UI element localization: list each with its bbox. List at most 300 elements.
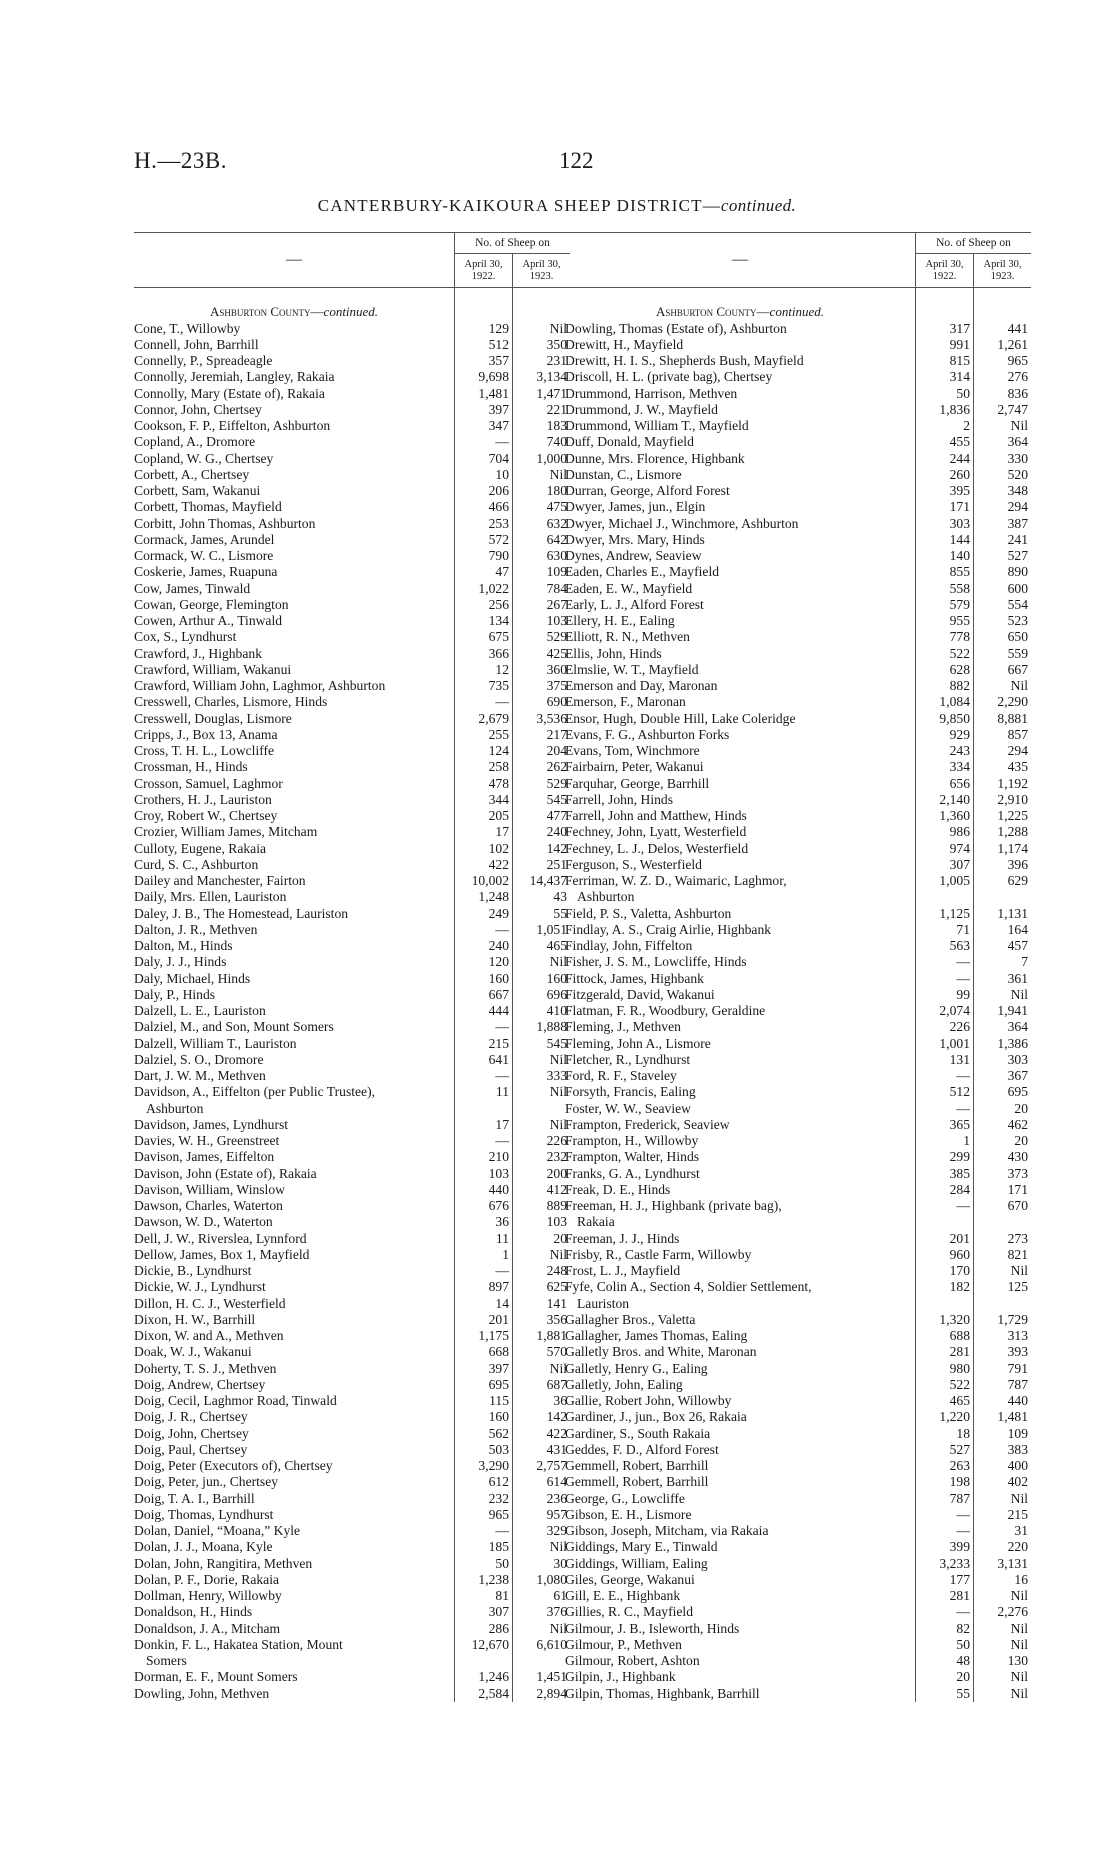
table-row [134,597,570,613]
sheep-1922: 36 [455,1214,513,1230]
sheep-1923: Nil [974,1669,1032,1685]
owner-name: Doig, John, Chertsey [134,1425,249,1441]
table-row [565,1182,1031,1198]
sheep-1922: 676 [455,1198,513,1214]
owner-name: Crozier, William James, Mitcham [134,824,318,840]
sheep-1922: 10 [455,467,513,483]
sheep-1922: 974 [916,841,974,857]
owner-name: Dixon, W. and A., Methven [134,1328,284,1343]
owner-name: Crawford, William, Wakanui [134,661,292,677]
owner-name: Gibson, Joseph, Mitcham, via Rakaia [565,1523,769,1538]
sheep-1923: 836 [974,386,1032,402]
table-row [565,353,1031,369]
table-row [134,938,570,954]
sheep-1922: 171 [916,499,974,515]
table-row [134,1361,570,1377]
table-row [565,1019,1031,1035]
sheep-1923: 204 [513,743,571,759]
owner-name: Curd, S. C., Ashburton [134,856,259,872]
sheep-1922: 440 [455,1182,513,1198]
sheep-1923: 367 [974,1068,1032,1084]
sheep-1922: — [916,971,974,987]
owner-name: Corbitt, John Thomas, Ashburton [134,515,316,531]
table-row [134,694,570,710]
owner-name: Evans, F. G., Ashburton Forks [565,726,730,742]
table-row [134,483,570,499]
sheep-1922: 160 [455,971,513,987]
owner-name: Dolan, P. F., Dorie, Rakaia [134,1571,280,1587]
col-1923-line1: April 30, [983,258,1022,270]
sheep-1922: — [455,922,513,938]
table-row [565,1604,1031,1620]
sheep-1922: 260 [916,467,974,483]
table-row [134,516,570,532]
owner-name: Daly, P., Hinds [134,986,216,1002]
table-row [134,1019,570,1035]
owner-name: Fittock, James, Highbank [565,970,704,986]
owner-name: Frampton, Walter, Hinds [565,1149,700,1165]
page-title [0,196,1114,216]
owner-name: Dart, J. W. M., Methven [134,1068,266,1083]
owner-name: Gilpin, Thomas, Highbank, Barrhill [565,1685,760,1701]
owner-name: Dillon, H. C. J., Westerfield [134,1295,286,1311]
sheep-1922: 422 [455,857,513,873]
sheep-1922 [916,889,974,905]
owner-name: Fechney, L. J., Delos, Westerfield [565,840,749,856]
sheep-1923: 360 [513,662,571,678]
sheep-1922: 2,074 [916,1003,974,1019]
sheep-1922: 50 [916,386,974,402]
sheep-1922: — [455,1523,513,1539]
sheep-1922: 815 [916,353,974,369]
owner-name: Davison, William, Winslow [134,1181,285,1197]
spacer-cell [916,288,974,305]
right-column [565,232,1031,1702]
table-row [134,353,570,369]
sheep-1922: 307 [916,857,974,873]
sheep-1923: 333 [513,1068,571,1084]
owner-name: Evans, Tom, Winchmore [565,743,700,758]
table-row [565,1491,1031,1507]
table-row [134,613,570,629]
sheep-1922: 397 [455,402,513,418]
sheep-1922: 1,001 [916,1036,974,1052]
table-row [565,938,1031,954]
sheep-1922: 399 [916,1539,974,1555]
owner-name: Galletly, Henry G., Ealing [565,1360,708,1376]
owner-name: Findlay, A. S., Craig Airlie, Highbank [565,921,772,937]
spacer-cell [513,288,571,305]
sheep-1923: 1,174 [974,841,1032,857]
sheep-1923: 431 [513,1442,571,1458]
owner-name: Dowling, John, Methven [134,1685,270,1701]
sheep-1923: 180 [513,483,571,499]
owner-name: Daly, J. J., Hinds [134,954,227,970]
owner-name: Dolan, John, Rangitira, Methven [134,1555,313,1571]
sheep-1923: 1,192 [974,776,1032,792]
table-row [134,971,570,987]
sheep-1923: 183 [513,418,571,434]
table-row [565,1084,1031,1100]
table-row [134,402,570,418]
owner-name: Gilmour, Robert, Ashton [565,1653,700,1668]
owner-name: Field, P. S., Valetta, Ashburton [565,905,732,921]
owner-name: Galletly, John, Ealing [565,1376,683,1392]
table-row [134,906,570,922]
sheep-1922: 787 [916,1491,974,1507]
sheep-1923: 350 [513,337,571,353]
table-row [134,499,570,515]
sheep-1923: 1,881 [513,1328,571,1344]
owner-name: Giddings, Mary E., Tinwald [565,1539,718,1555]
sheep-1923: 164 [974,922,1032,938]
sheep-1923: 1,386 [974,1036,1032,1052]
page-number: 122 [559,148,594,173]
owner-name: Farquhar, George, Barrhill [565,775,710,791]
table-row [134,792,570,808]
sheep-1922: 512 [916,1084,974,1100]
table-row [134,1068,570,1084]
sheep-1922: 2,140 [916,792,974,808]
owner-name: Connolly, Mary (Estate of), Rakaia [134,385,325,401]
owner-name: Cone, T., Willowby [134,320,241,336]
sheep-1922: 397 [455,1361,513,1377]
table-row [565,808,1031,824]
sheep-1922: 201 [916,1231,974,1247]
table-row [565,906,1031,922]
table-row [565,1588,1031,1604]
owner-name: Drewitt, H. I. S., Shepherds Bush, Mayfield [565,353,804,368]
table-row [565,1312,1031,1328]
table-row [134,1182,570,1198]
sheep-1923: 1,941 [974,1003,1032,1019]
owner-name: Ashburton [146,1100,204,1116]
sheep-1922: 144 [916,532,974,548]
table-row [565,1214,1031,1230]
sheep-1922: 317 [916,321,974,337]
owner-name: Crosson, Samuel, Laghmor [134,775,283,791]
owner-name: Gallagher, James Thomas, Ealing [565,1328,748,1343]
sheep-table-left [134,232,570,1702]
owner-name: Donaldson, H., Hinds [134,1604,253,1620]
sheep-1922: 522 [916,646,974,662]
spacer-cell [974,288,1032,305]
sheep-1922: 1,481 [455,386,513,402]
sheep-1922: 14 [455,1296,513,1312]
table-row [134,418,570,434]
sheep-1923: 220 [974,1539,1032,1555]
sheep-1923: 3,131 [974,1556,1032,1572]
owner-name: Dalzell, L. E., Lauriston [134,1003,266,1018]
table-row [134,1377,570,1393]
table-row [565,1133,1031,1149]
sheep-1922: 1,360 [916,808,974,824]
table-row [134,548,570,564]
sheep-1923: 2,757 [513,1458,571,1474]
sheep-1923: 529 [513,776,571,792]
table-row [565,1686,1031,1702]
sheep-1922: 444 [455,1003,513,1019]
sheep-1922: 1,220 [916,1409,974,1425]
sheep-1923: 2,747 [974,402,1032,418]
owner-name: Doig, J. R., Chertsey [134,1409,248,1425]
sheep-1922: 955 [916,613,974,629]
sheep-1923: 348 [974,483,1032,499]
sheep-1922: 656 [916,776,974,792]
sheep-1922: 160 [455,1409,513,1425]
sheep-1922: — [916,1101,974,1117]
table-row [565,678,1031,694]
sheep-1922: 48 [916,1653,974,1669]
sheep-1922: — [916,1507,974,1523]
sheep-1922: 503 [455,1442,513,1458]
table-row [134,646,570,662]
sheep-1922: 11 [455,1084,513,1100]
owner-name: Dolan, J. J., Moana, Kyle [134,1539,273,1555]
sheep-1923: 1,261 [974,337,1032,353]
sheep-1923: 1,288 [974,824,1032,840]
sheep-1923: 629 [974,873,1032,889]
table-row [134,1637,570,1653]
owner-name: Rakaia [577,1214,615,1230]
sheep-1922: 129 [455,321,513,337]
sheep-1923: Nil [513,1247,571,1263]
table-row [134,1003,570,1019]
sheep-1923: 267 [513,597,571,613]
sheep-1923: Nil [974,678,1032,694]
sheep-1923: 109 [513,564,571,580]
sheep-1922: 1,175 [455,1328,513,1344]
table-row [565,694,1031,710]
sheep-1923: 236 [513,1491,571,1507]
table-row [565,1621,1031,1637]
owner-name: Davidson, James, Lyndhurst [134,1116,289,1132]
sheep-1922: 991 [916,337,974,353]
spacer-cell [565,288,916,305]
sheep-1923: 529 [513,629,571,645]
sheep-1923: 400 [974,1458,1032,1474]
sheep-1922: 286 [455,1621,513,1637]
table-row [565,1052,1031,1068]
table-row [134,727,570,743]
sheep-1922: 2,679 [455,711,513,727]
owner-name: Eaden, E. W., Mayfield [565,580,693,596]
sheep-1923: 441 [974,321,1032,337]
sheep-1923: 31 [974,1523,1032,1539]
table-row [565,824,1031,840]
table-row [134,1328,570,1344]
owner-name: Dawson, W. D., Waterton [134,1214,273,1230]
owner-name: Gillies, R. C., Mayfield [565,1604,693,1620]
owner-name: Dailey and Manchester, Fairton [134,873,306,888]
sheep-1923: 251 [513,857,571,873]
table-row [134,434,570,450]
owner-name: Fisher, J. S. M., Lowcliffe, Hinds [565,954,747,970]
col-1922-line1: April 30, [464,258,503,270]
sheep-1923: 695 [974,1084,1032,1100]
table-row [565,889,1031,905]
sheep-1923: Nil [513,954,571,970]
sheep-table-right [565,232,1031,1702]
table-row [134,1442,570,1458]
sheep-1922: 897 [455,1279,513,1295]
sheep-1923 [974,1214,1032,1230]
sheep-1923: 857 [974,727,1032,743]
sheep-1922: 512 [455,337,513,353]
sheep-1923: Nil [974,1686,1032,1702]
table-row [134,532,570,548]
owner-name: Durran, George, Alford Forest [565,483,730,498]
table-row [565,759,1031,775]
table-row [134,1101,570,1117]
table-row [134,1198,570,1214]
table-row [134,1312,570,1328]
table-row [134,581,570,597]
sheep-1923: 160 [513,971,571,987]
sheep-1922: 263 [916,1458,974,1474]
owner-name: Ferguson, S., Westerfield [565,856,702,872]
sheep-1922: 18 [916,1426,974,1442]
owner-name: Elliott, R. N., Methven [565,629,690,645]
sheep-1923: Nil [513,467,571,483]
owner-name: Dunstan, C., Lismore [565,466,682,482]
owner-name: Gibson, E. H., Lismore [565,1506,692,1522]
col-1923-header [974,254,1032,288]
table-row [565,532,1031,548]
owner-name: Cresswell, Charles, Lismore, Hinds [134,694,328,710]
section-cell-1923 [513,304,571,320]
sheep-1923: 330 [974,451,1032,467]
sheep-1922: 667 [455,987,513,1003]
owner-name: Gilpin, J., Highbank [565,1669,676,1685]
title-continued: continued. [720,196,797,215]
owner-name: Freeman, J. J., Hinds [565,1230,680,1246]
section-heading [565,304,916,320]
owner-name: Crawford, J., Highbank [134,645,262,661]
sheep-1922: 9,850 [916,711,974,727]
table-row [565,1101,1031,1117]
sheep-1923: 600 [974,581,1032,597]
table-row [565,857,1031,873]
owner-name: Early, L. J., Alford Forest [565,596,704,612]
sheep-1923: 402 [974,1474,1032,1490]
sheep-1923: Nil [513,1052,571,1068]
sheep-1922: 3,233 [916,1556,974,1572]
section-cell-1922 [455,304,513,320]
table-row [565,434,1031,450]
sheep-1922 [916,1214,974,1230]
sheep-1922: 55 [916,1686,974,1702]
spacer-cell [134,288,455,305]
sheep-1922: 1 [455,1247,513,1263]
sheep-1922: 562 [455,1426,513,1442]
sheep-1922: 704 [455,451,513,467]
sheep-1923: 248 [513,1263,571,1279]
sheep-1923: 696 [513,987,571,1003]
spacer-row [565,288,1031,305]
table-row [134,467,570,483]
owner-name: Fairbairn, Peter, Wakanui [565,759,704,775]
owner-name: Frampton, Frederick, Seaview [565,1116,730,1132]
table-row [565,1669,1031,1685]
table-row [134,1523,570,1539]
owner-name: Doig, Paul, Chertsey [134,1441,248,1457]
owner-name: Fechney, John, Lyatt, Westerfield [565,824,747,840]
owner-name: Dowling, Thomas (Estate of), Ashburton [565,320,787,336]
table-row [565,776,1031,792]
sheep-1923: 630 [513,548,571,564]
sheep-1923: 425 [513,646,571,662]
owner-name: Ashburton [577,889,635,905]
sheep-1923: 125 [974,1279,1032,1295]
sheep-1922: 177 [916,1572,974,1588]
table-row [565,987,1031,1003]
sheep-1922: 882 [916,678,974,694]
table-row [565,1653,1031,1669]
sheep-1922: 929 [916,727,974,743]
owner-name: Gill, E. E., Highbank [565,1588,681,1603]
table-row [134,1149,570,1165]
table-row [565,1442,1031,1458]
table-row [134,1247,570,1263]
sheep-1923: 475 [513,499,571,515]
sheep-1922: 395 [916,483,974,499]
owner-name: Franks, G. A., Lyndhurst [565,1165,700,1181]
owner-name: Dalton, J. R., Methven [134,921,258,937]
section-cell-1923 [974,304,1032,320]
table-row [565,1117,1031,1133]
sheep-1923: 55 [513,906,571,922]
sheep-1922: 20 [916,1669,974,1685]
owner-name: Crossman, H., Hinds [134,759,248,775]
sheep-1922: 612 [455,1474,513,1490]
owner-name: Dwyer, Michael J., Winchmore, Ashburton [565,515,799,531]
owner-name: Doig, Thomas, Lyndhurst [134,1506,274,1522]
sheep-1923 [974,889,1032,905]
sheep-1923: 215 [974,1507,1032,1523]
sheep-1922: 258 [455,759,513,775]
owner-name: Doig, Andrew, Chertsey [134,1376,266,1392]
sheep-1923: 740 [513,434,571,450]
sheep-1923: 559 [974,646,1032,662]
owner-name: Dellow, James, Box 1, Mayfield [134,1246,310,1262]
sheep-1923 [513,1653,571,1669]
table-row [565,1458,1031,1474]
sheep-1923: Nil [513,1621,571,1637]
sheep-1922: 215 [455,1036,513,1052]
table-row [134,1458,570,1474]
sheep-1923: 821 [974,1247,1032,1263]
table-row [134,857,570,873]
owner-name: Fyfe, Colin A., Section 4, Soldier Settlement, [565,1279,812,1295]
sheep-1922: 695 [455,1377,513,1393]
sheep-1922: 81 [455,1588,513,1604]
sheep-1923: 200 [513,1166,571,1182]
sheep-1923: Nil [974,418,1032,434]
sheep-1922: 170 [916,1263,974,1279]
owner-name: Davison, John (Estate of), Rakaia [134,1165,317,1181]
sheep-1922: — [916,1068,974,1084]
sheep-1922: 572 [455,532,513,548]
owner-name: Lauriston [577,1295,630,1311]
table-row [134,1426,570,1442]
owner-name: Ferriman, W. Z. D., Waimaric, Laghmor, [565,873,787,888]
table-row [134,1604,570,1620]
table-row [565,597,1031,613]
sheep-1922: 960 [916,1247,974,1263]
sheep-1922: 1,836 [916,402,974,418]
sheep-1923: Nil [974,1588,1032,1604]
